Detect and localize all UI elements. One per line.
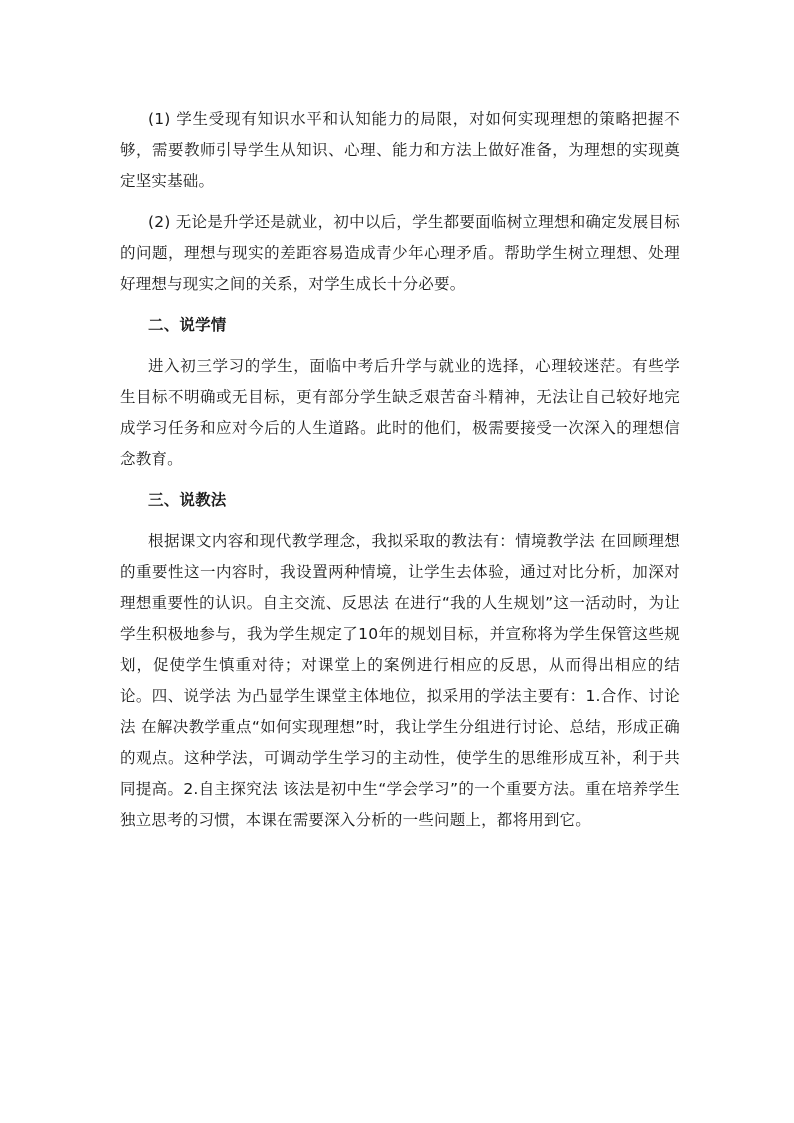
- document-body: [120, 104, 680, 846]
- section-heading-teaching-method: 三、说教法: [148, 491, 227, 509]
- paragraph-student-situation: 进入初三学习的学生，面临中考后升学与就业的选择，心理较迷茫。有些学生目标不明确或无目标，更有部分学生缺乏艰苦奋斗精神，无法让自己较好地完成学习任务和应对今后的人生道路。此时的他们，极需要接受一次深入的理想信念教育。: [120, 357, 680, 468]
- paragraph-point-1: (1) 学生受现有知识水平和认知能力的局限，对如何实现理想的策略把握不够，需要教师引导学生从知识、心理、能力和方法上做好准备，为理想的实现奠定坚实基础。: [120, 110, 680, 190]
- paragraph-teaching-method: 根据课文内容和现代教学理念，我拟采取的教法有：情境教学法 在回顾理想的重要性这一内容时，我设置两种情境，让学生去体验，通过对比分析，加深对理想重要性的认识。自主交流、反思法 在进行“我的人生规划”这一活动时，为让学生积极地参与，我为学生规定了10年的规划目标，并宣称将为学生保管这些规划，促使学生慎重对待；对课堂上的案例进行相应的反思，从而得出相应的结论。四、说学法 为凸显学生课堂主体地位，拟采用的学法主要有：1.合作、讨论法 在解决教学重点“如何实现理想”时，我让学生分组进行讨论、总结，形成正确的观点。这种学法，可调动学生学习的主动性，使学生的思维形成互补，利于共同提高。2.自主探究法 该法是初中生“学会学习”的一个重要方法。重在培养学生独立思考的习惯，本课在需要深入分析的一些问题上，都将用到它。: [120, 532, 680, 829]
- paragraph-point-2: (2) 无论是升学还是就业，初中以后，学生都要面临树立理想和确定发展目标的问题，理想与现实的差距容易造成青少年心理矛盾。帮助学生树立理想、处理好理想与现实之间的关系，对学生成长十分必要。: [120, 213, 680, 293]
- section-heading-student-situation: 二、说学情: [148, 316, 227, 334]
